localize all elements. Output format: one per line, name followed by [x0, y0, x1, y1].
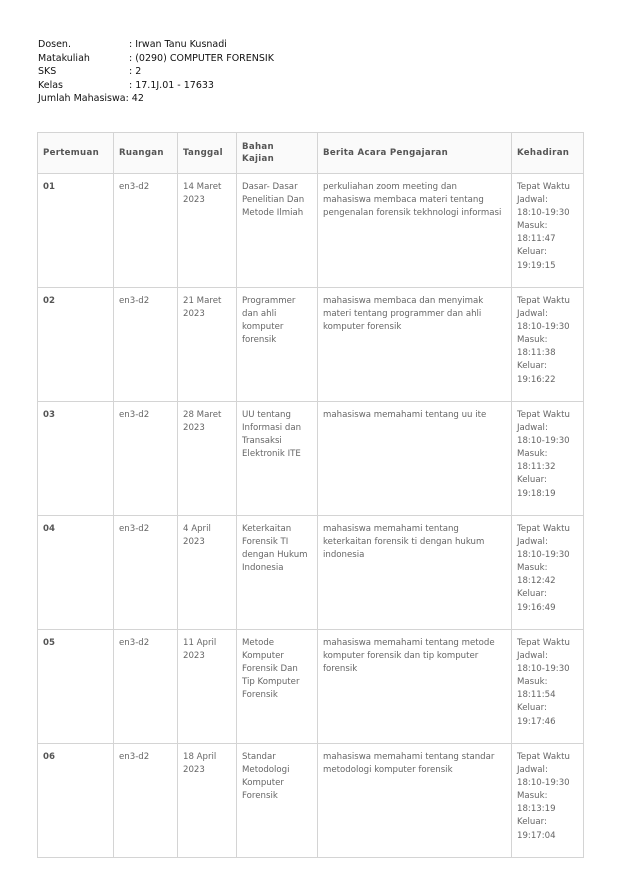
jadwal-label: Jadwal:: [517, 765, 548, 776]
pertemuan-cell: 05: [38, 630, 114, 744]
keluar-label: Keluar:: [517, 247, 547, 258]
jadwal-value: 18:10-19:30: [517, 778, 570, 789]
table-header-row: [38, 133, 584, 174]
ruangan-cell: en3-d2: [114, 744, 178, 858]
jadwal-label: Jadwal:: [517, 651, 548, 662]
masuk-value: 18:11:32: [517, 462, 556, 473]
jadwal-label: Jadwal:: [517, 195, 548, 206]
kehadiran-cell: [512, 174, 584, 288]
dosen-row: [38, 38, 274, 52]
bahan-cell: UU tentang Informasi dan Transaksi Elektronik ITE: [237, 402, 318, 516]
jadwal-value: 18:10-19:30: [517, 322, 570, 333]
kehadiran-cell: [512, 402, 584, 516]
tanggal-cell: 18 April 2023: [178, 744, 237, 858]
keluar-value: 19:16:22: [517, 374, 556, 385]
tanggal-cell: 21 Maret 2023: [178, 288, 237, 402]
tanggal-cell: 11 April 2023: [178, 630, 237, 744]
keluar-label: Keluar:: [517, 817, 547, 828]
masuk-label: Masuk:: [517, 677, 548, 688]
sks-label: SKS: [38, 66, 57, 78]
header-bahan-kajian: [237, 133, 318, 174]
pertemuan-cell: 02: [38, 288, 114, 402]
header-ruangan: Ruangan: [114, 133, 178, 174]
sks-value: : 2: [129, 66, 142, 78]
table-row: [38, 402, 584, 516]
masuk-value: 18:11:54: [517, 690, 556, 701]
ruangan-cell: en3-d2: [114, 516, 178, 630]
table-row: [38, 744, 584, 858]
course-info: [38, 38, 274, 106]
jumlah-label: Jumlah Mahasiswa: [38, 93, 126, 105]
ruangan-cell: en3-d2: [114, 288, 178, 402]
masuk-label: Masuk:: [517, 221, 548, 232]
jadwal-value: 18:10-19:30: [517, 664, 570, 675]
bahan-cell: Keterkaitan Forensik TI dengan Hukum Indonesia: [237, 516, 318, 630]
table-row: [38, 174, 584, 288]
keluar-value: 19:17:04: [517, 830, 556, 841]
keluar-value: 19:19:15: [517, 260, 556, 271]
jadwal-label: Jadwal:: [517, 537, 548, 548]
status-text: Tepat Waktu: [517, 410, 570, 420]
status-text: Tepat Waktu: [517, 296, 570, 306]
kelas-value: : 17.1J.01 - 17633: [129, 79, 214, 91]
bahan-cell: Standar Metodologi Komputer Forensik: [237, 744, 318, 858]
bahan-cell: Programmer dan ahli komputer forensik: [237, 288, 318, 402]
pertemuan-cell: 04: [38, 516, 114, 630]
keluar-label: Keluar:: [517, 703, 547, 714]
kehadiran-cell: [512, 630, 584, 744]
kelas-label: Kelas: [38, 79, 64, 91]
masuk-label: Masuk:: [517, 563, 548, 574]
bahan-cell: Metode Komputer Forensik Dan Tip Komputer Forensik: [237, 630, 318, 744]
masuk-value: 18:13:19: [517, 804, 556, 815]
table-row: [38, 288, 584, 402]
status-text: Tepat Waktu: [517, 638, 570, 648]
ruangan-cell: en3-d2: [114, 402, 178, 516]
masuk-label: Masuk:: [517, 335, 548, 346]
jadwal-value: 18:10-19:30: [517, 208, 570, 219]
matakuliah-row: [38, 52, 274, 66]
berita-cell: mahasiswa memahami tentang uu ite: [318, 402, 512, 516]
berita-cell: mahasiswa memahami tentang metode komputer forensik dan tip komputer forensik: [318, 630, 512, 744]
table-row: [38, 630, 584, 744]
pertemuan-cell: 03: [38, 402, 114, 516]
tanggal-cell: 4 April 2023: [178, 516, 237, 630]
keluar-label: Keluar:: [517, 589, 547, 600]
status-text: Tepat Waktu: [517, 182, 570, 192]
status-text: Tepat Waktu: [517, 524, 570, 534]
keluar-value: 19:16:49: [517, 602, 556, 613]
pertemuan-cell: 01: [38, 174, 114, 288]
bahan-cell: Dasar- Dasar Penelitian Dan Metode Ilmiah: [237, 174, 318, 288]
header-pertemuan: Pertemuan: [38, 133, 114, 174]
kehadiran-cell: [512, 744, 584, 858]
sks-row: [38, 65, 274, 79]
masuk-value: 18:11:38: [517, 348, 556, 359]
header-tanggal: Tanggal: [178, 133, 237, 174]
ruangan-cell: en3-d2: [114, 174, 178, 288]
ruangan-cell: en3-d2: [114, 630, 178, 744]
matakuliah-label: Matakuliah: [38, 52, 90, 64]
jadwal-label: Jadwal:: [517, 423, 548, 434]
jadwal-value: 18:10-19:30: [517, 550, 570, 561]
berita-cell: perkuliahan zoom meeting dan mahasiswa membaca materi tentang pengenalan forensik tekhnologi informasi: [318, 174, 512, 288]
masuk-value: 18:12:42: [517, 576, 556, 587]
pertemuan-cell: 06: [38, 744, 114, 858]
jumlah-row: [38, 92, 274, 106]
header-kehadiran: Kehadiran: [512, 133, 584, 174]
masuk-label: Masuk:: [517, 449, 548, 460]
jumlah-value: : 42: [125, 93, 144, 105]
status-text: Tepat Waktu: [517, 752, 570, 762]
jadwal-label: Jadwal:: [517, 309, 548, 320]
header-bahan-line2: Kajian: [242, 154, 275, 164]
berita-cell: mahasiswa membaca dan menyimak materi tentang programmer dan ahli komputer forensik: [318, 288, 512, 402]
masuk-label: Masuk:: [517, 791, 548, 802]
keluar-value: 19:17:46: [517, 716, 556, 727]
masuk-value: 18:11:47: [517, 234, 556, 245]
dosen-label: Dosen.: [38, 39, 71, 50]
berita-cell: mahasiswa memahami tentang standar metodologi komputer forensik: [318, 744, 512, 858]
tanggal-cell: 28 Maret 2023: [178, 402, 237, 516]
kelas-row: [38, 79, 274, 93]
kehadiran-cell: [512, 516, 584, 630]
table-row: [38, 516, 584, 630]
header-bahan-line1: Bahan: [242, 141, 274, 152]
matakuliah-value: : (0290) COMPUTER FORENSIK: [129, 52, 274, 64]
keluar-label: Keluar:: [517, 475, 547, 486]
tanggal-cell: 14 Maret 2023: [178, 174, 237, 288]
berita-cell: mahasiswa memahami tentang keterkaitan forensik ti dengan hukum indonesia: [318, 516, 512, 630]
kehadiran-cell: [512, 288, 584, 402]
attendance-table: [37, 132, 584, 858]
dosen-value: : Irwan Tanu Kusnadi: [129, 39, 227, 50]
jadwal-value: 18:10-19:30: [517, 436, 570, 447]
header-berita-acara: Berita Acara Pengajaran: [318, 133, 512, 174]
keluar-label: Keluar:: [517, 361, 547, 372]
keluar-value: 19:18:19: [517, 488, 556, 499]
